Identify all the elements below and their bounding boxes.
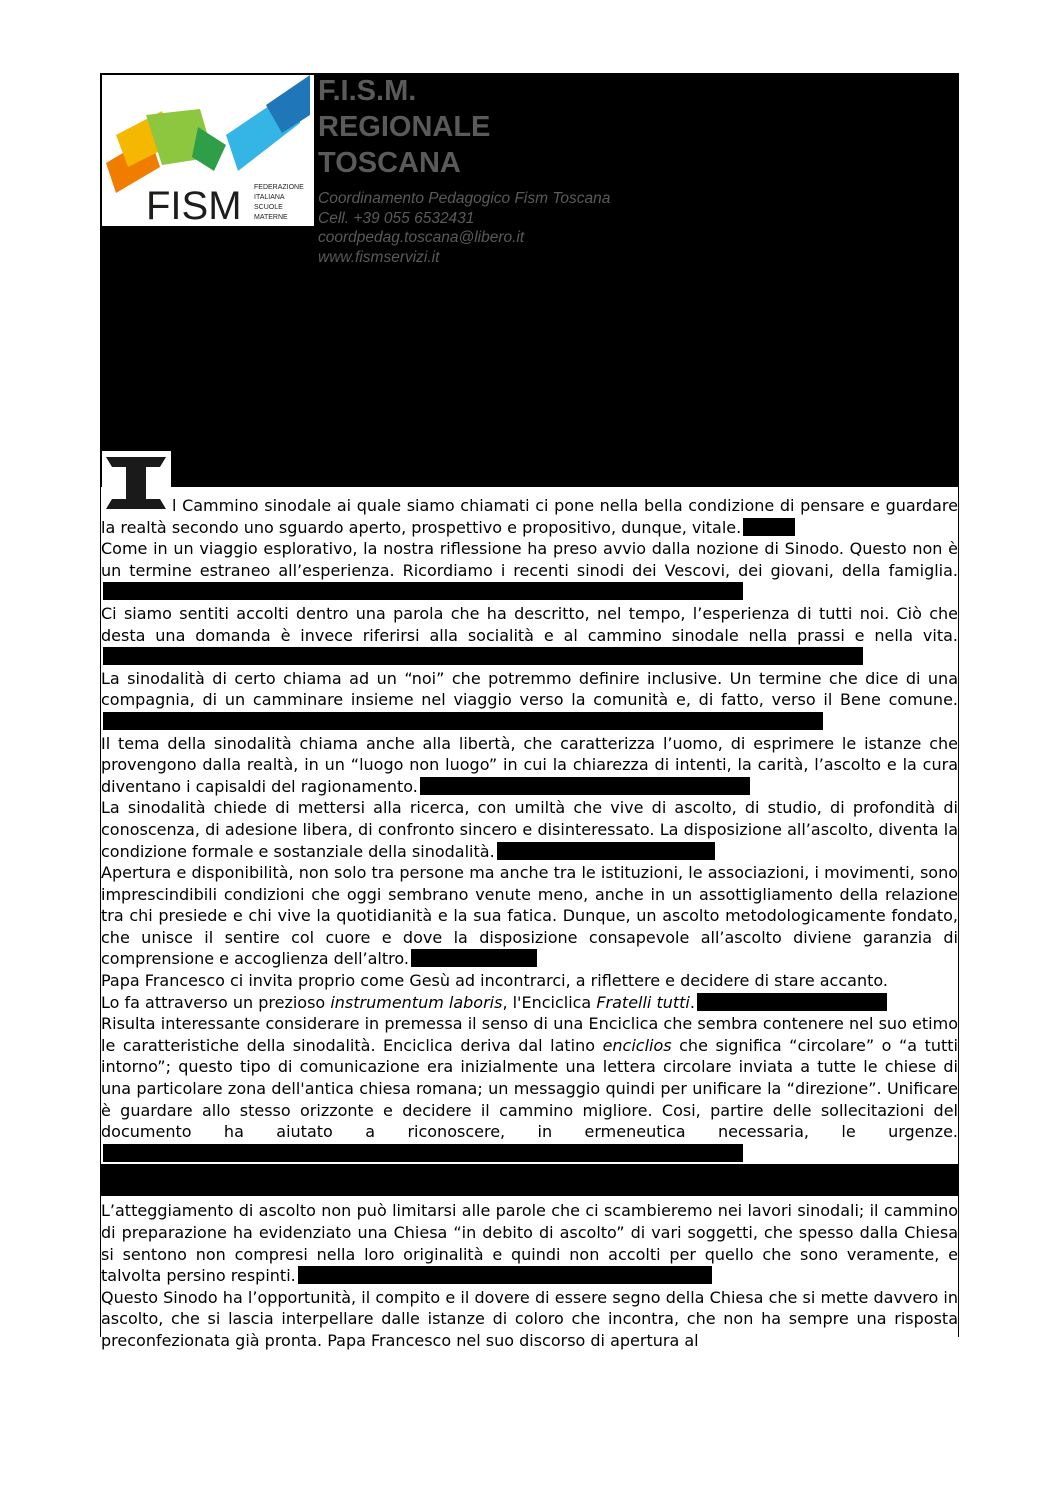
- redaction-bar: [103, 647, 863, 665]
- svg-text:FEDERAZIONE: FEDERAZIONE: [254, 184, 304, 191]
- org-line-3: TOSCANA: [318, 147, 461, 179]
- paragraph: La sinodalità chiede di mettersi alla ricerca, con umiltà che vive di ascolto, di studio, di profondità di conoscenza, di adesione libera, di confronto sincero e disinteressato. La disposizione all’ascolto, diventa la condizione formale e sostanziale della sinodalità.: [101, 798, 958, 861]
- paragraph: Questo Sinodo ha l’opportunità, il compito e il dovere di essere segno della Chiesa che si mette davvero in ascolto, che si lascia interpellare dalle istanze di coloro che incontra, che non ha sempre una risposta preconfezionata già pronta. Papa Francesco nel suo discorso di apertura al: [101, 1287, 958, 1350]
- organization-title: [318, 73, 490, 181]
- logo-wordmark: FISM: [146, 184, 242, 226]
- paragraph: Apertura e disponibilità, non solo tra persone ma anche tra le istituzioni, le associazioni, i movimenti, sono imprescindibili condizioni che oggi sembrano venute meno, anche in un assottigliamento della relazione tra chi presiede e chi vive la quotidianità e la sua fatica. Dunque, un ascolto metodologicamente fondato, che unisce il sentire col cuore e dove la disposizione consapevole all’ascolto diviene garanzia di comprensione e accoglienza dell’altro.: [101, 863, 958, 969]
- contact-email: coordpedag.toscana@libero.it: [318, 229, 525, 246]
- redaction-bar: [101, 1164, 958, 1196]
- svg-text:ITALIANA: ITALIANA: [254, 194, 285, 201]
- redaction-bar: [103, 582, 743, 600]
- paragraph: Come in un viaggio esplorativo, la nostra riflessione ha preso avvio dalla nozione di Sinodo. Questo non è un termine estraneo all’esperienza. Ricordiamo i recenti sinodi dei Vescovi, dei giovani, della famiglia.: [101, 538, 958, 603]
- paragraph: Papa Francesco ci invita proprio come Gesù ad incontrarci, a riflettere e decidere di stare accanto.: [101, 971, 888, 991]
- contact-info: [318, 189, 610, 267]
- paragraph: La sinodalità di certo chiama ad un “noi” che potremmo definire inclusive. Un termine che dice di una compagnia, di un camminare insieme nel viaggio verso la comunità e, di fatto, verso il Bene comune.: [101, 668, 958, 733]
- contact-coordination: Coordinamento Pedagogico Fism Toscana: [318, 190, 611, 207]
- redaction-bar: [420, 777, 750, 795]
- paragraph: Lo fa attraverso un prezioso instrumentum laboris, l'Enciclica Fratelli tutti.: [101, 992, 958, 1014]
- contact-website: www.fismservizi.it: [318, 248, 440, 266]
- article-body: [101, 495, 958, 1352]
- svg-text:I: I: [102, 451, 103, 452]
- paragraph: l Cammino sinodale ai quale siamo chiamati ci pone nella bella condizione di pensare e guardare la realtà secondo uno sguardo aperto, prospettivo e propositivo, dunque, vitale.: [101, 496, 958, 537]
- org-line-1: F.I.S.M.: [318, 75, 417, 107]
- fism-logo: [102, 75, 314, 226]
- contact-phone: Cell. +39 055 6532431: [318, 209, 475, 227]
- paragraph: Risulta interessante considerare in premessa il senso di una Enciclica che sembra contenere nel suo etimo le caratteristiche della sinodalità. Enciclica deriva dal latino enciclios che significa “circolare” o “a tutti intorno”; questo tipo di comunicazione era inizialmente una lettera circolare inviata a tutte le chiese di una particolare zona dell'antica chiesa romana; un messaggio quindi per unificare la “direzione”. Unificare è guardare allo stesso orizzonte e decidere il cammino migliore. Cosi, partire delle sollecitazioni del documento ha aiutato a riconoscere, in ermeneutica necessaria, le urgenze.: [101, 1013, 958, 1164]
- org-line-2: REGIONALE: [318, 111, 491, 143]
- redaction-bar: [103, 1144, 743, 1162]
- redaction-bar: [497, 842, 715, 860]
- paragraph: L’atteggiamento di ascolto non può limitarsi alle parole che ci scambieremo nei lavori sinodali; il cammino di preparazione ha evidenziato una Chiesa “in debito di ascolto” di vari soggetti, che spesso dalla Chiesa si sentono non compresi nella loro originalità e quindi non accolti per quello che sono veramente, e talvolta persino respinti.: [101, 1201, 958, 1286]
- redaction-bar: [298, 1266, 712, 1284]
- redaction-bar: [743, 518, 795, 536]
- redaction-bar: [697, 993, 887, 1011]
- redaction-bar: [103, 712, 823, 730]
- redaction-bar: [411, 949, 537, 967]
- paragraph: Il tema della sinodalità chiama anche alla libertà, che caratterizza l’uomo, di esprimere le istanze che provengono dalla realtà, in un “luogo non luogo” in cui la chiarezza di intenti, la carità, l’ascolto e la cura diventano i capisaldi del ragionamento.: [101, 733, 958, 796]
- fism-logo-graphic: [102, 75, 314, 226]
- svg-text:MATERNE: MATERNE: [254, 214, 288, 221]
- svg-text:SCUOLE: SCUOLE: [254, 204, 283, 211]
- paragraph: Ci siamo sentiti accolti dentro una parola che ha descritto, nel tempo, l’esperienza di tutti noi. Ciò che desta una domanda è invece riferirsi alla socialità e al cammino sinodale nella prassi e nella vita.: [101, 603, 958, 668]
